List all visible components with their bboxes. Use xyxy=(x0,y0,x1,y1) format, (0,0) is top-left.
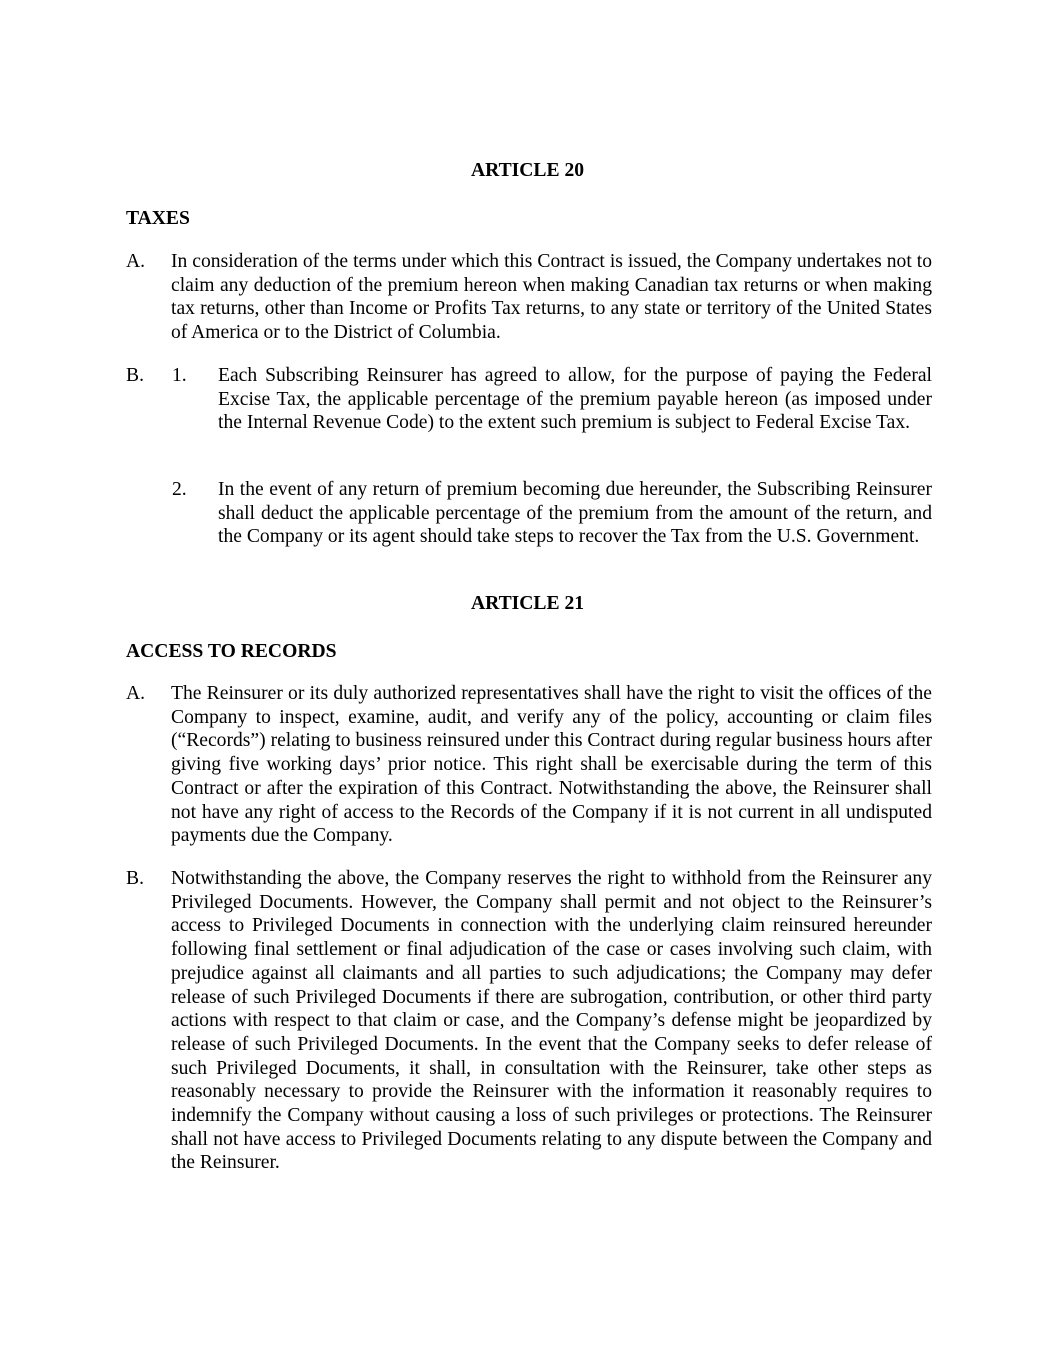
access-a-text: The Reinsurer or its duly authorized representatives shall have the right to visit the offices of the Company to inspect, examine, audit, and verify any of the policy, accounting or claim files (“Records”) relating to business reinsured under this Contract during regular business hours after giving five working days’ prior notice. This right shall be exercisable during the term of this Contract or after the expiration of this Contract. Notwithstanding the above, the Reinsurer shall not have any right of access to the Records of the Company if it is not current in all undisputed payments due the Company. xyxy=(171,683,932,847)
article-20-title: ARTICLE 20 xyxy=(470,160,585,181)
taxes-b1-text: Each Subscribing Reinsurer has agreed to allow, for the purpose of paying the Federal Excise Tax, the applicable percentage of the premium payable hereon (as imposed under the Internal Revenue Code) to the extent such premium is subject to Federal Excise Tax. xyxy=(218,365,932,434)
taxes-b1-label: 1. xyxy=(172,365,187,386)
article-21-title: ARTICLE 21 xyxy=(470,593,585,614)
access-b-text: Notwithstanding the above, the Company reserves the right to withhold from the Reinsurer any Privileged Documents. However, the Company shall permit and not object to the Reinsurer’s access to Privileged Documents in connection with the underlying claim reinsured hereunder following final settlement or final adjudication of the case or cases involving such claim, with prejudice against all claimants and all parties to such adjudications; the Company may defer release of such Privileged Documents if there are subrogation, contribution, or other third party actions with respect to that claim or case, and the Company’s defense might be jeopardized by release of such Privileged Documents. In the event that the Company seeks to defer release of such Privileged Documents, it shall, in consultation with the Reinsurer, take other steps as reasonably necessary to provide the Reinsurer with the information it reasonably requires to indemnify the Company without causing a loss of such privileges or protections. The Reinsurer shall not have access to Privileged Documents relating to any dispute between the Company and the Reinsurer. xyxy=(171,868,932,1174)
taxes-a-text: In consideration of the terms under which this Contract is issued, the Company undertakes not to claim any deduction of the premium hereon when making Canadian tax returns or when making tax returns, other than Income or Profits Tax returns, to any state or territory of the United States of America or to the District of Columbia. xyxy=(171,251,932,344)
access-b-label: B. xyxy=(126,868,144,889)
taxes-b2-label: 2. xyxy=(172,479,187,500)
taxes-b-label: B. xyxy=(126,365,144,386)
access-heading: ACCESS TO RECORDS xyxy=(126,641,337,662)
taxes-heading: TAXES xyxy=(126,208,190,229)
access-a-label: A. xyxy=(126,683,146,704)
taxes-b2-text: In the event of any return of premium becoming due hereunder, the Subscribing Reinsurer shall deduct the applicable percentage of the premium from the amount of the return, and the Company or its agent should take steps to recover the Tax from the U.S. Government. xyxy=(218,479,932,548)
taxes-a-label: A. xyxy=(126,251,146,272)
